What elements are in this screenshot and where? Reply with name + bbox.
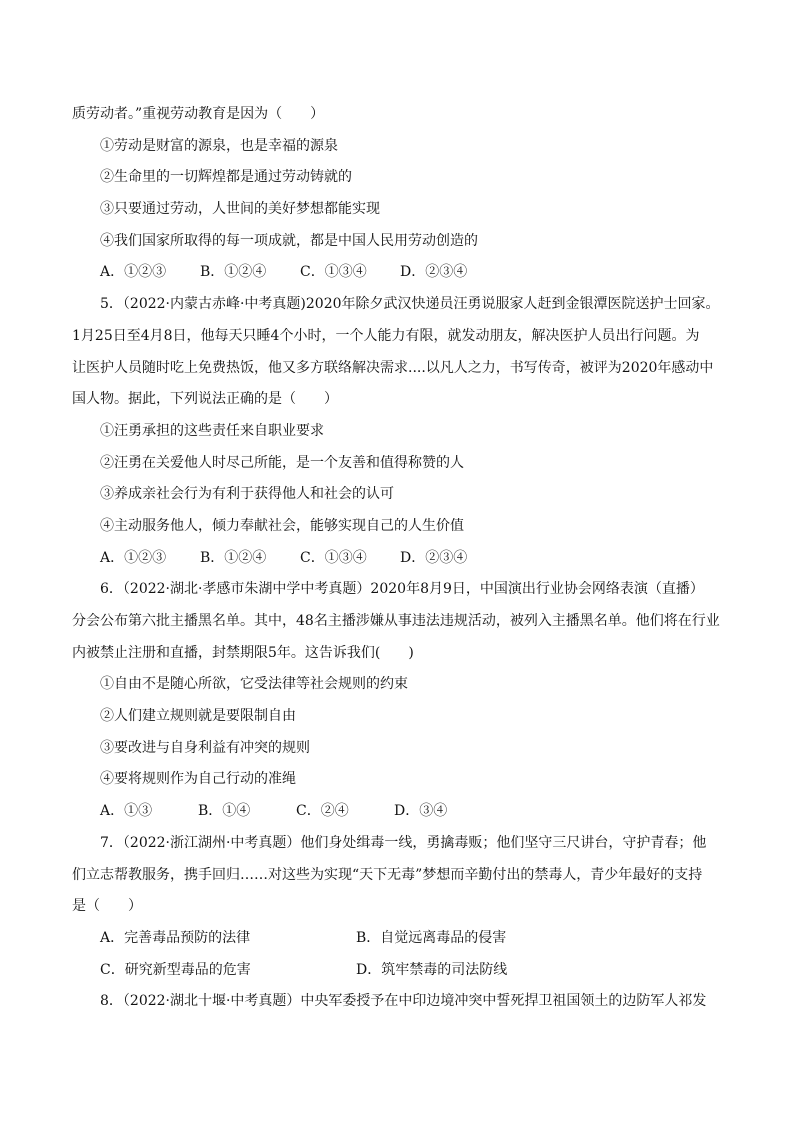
q7-option-d: D．筑牢禁毒的司法防线 <box>356 961 508 978</box>
q7-stem-line-3: 是（ ） <box>72 898 142 915</box>
q5-stem-line-1: 5．（2022·内蒙古赤峰·中考真题)2020年除夕武汉快递员汪勇说服家人赶到金银潭医院送护士回家。 <box>100 296 720 313</box>
q5-option-d: D．②③④ <box>400 549 468 566</box>
q6-item-2: ②人们建立规则就是要限制自由 <box>100 708 296 725</box>
q6-item-4: ④要将规则作为自己行动的准绳 <box>100 771 296 788</box>
q6-item-3: ③要改进与自身利益有冲突的规则 <box>100 739 310 756</box>
question-content <box>72 99 724 1018</box>
q5-item-3: ③养成亲社会行为有利于获得他人和社会的认可 <box>100 486 394 503</box>
q5-option-b: B．①②④ <box>200 549 267 566</box>
q7-option-b: B．自觉远离毒品的侵害 <box>356 929 507 946</box>
q6-option-d: D．③④ <box>394 803 448 820</box>
q5-item-4: ④主动服务他人，倾力奉献社会，能够实现自己的人生价值 <box>100 517 464 534</box>
q7-options-row-2 <box>72 955 724 987</box>
q6-options <box>72 796 724 828</box>
q8-stem-line-1: 8．（2022·湖北十堰·中考真题）中央军委授予在中印边境冲突中誓死捍卫祖国领土的边防军人祁发 <box>100 993 707 1010</box>
q7-stem-line-2: 们立志帮教服务，携手回归……对这些为实现“天下无毒”梦想而辛勤付出的禁毒人，青少年最好的支持 <box>72 866 703 883</box>
q7-options-row-1 <box>72 923 724 955</box>
q4-option-a: A．①②③ <box>100 264 167 281</box>
q4-item-3: ③只要通过劳动，人世间的美好梦想都能实现 <box>100 201 380 218</box>
q7-stem-line-1: 7．（2022·浙江湖州·中考真题）他们身处缉毒一线，勇擒毒贩；他们坚守三尺讲台，守护青春；他 <box>100 834 707 851</box>
q4-item-2: ②生命里的一切辉煌都是通过劳动铸就的 <box>100 169 352 186</box>
q5-option-c: C．①③④ <box>300 549 367 566</box>
q5-item-1: ①汪勇承担的这些责任来自职业要求 <box>100 422 324 439</box>
q4-item-4: ④我们国家所取得的每一项成就，都是中国人民用劳动创造的 <box>100 232 478 249</box>
q4-option-d: D．②③④ <box>400 264 468 281</box>
q4-options <box>72 257 724 289</box>
q4-option-b: B．①②④ <box>200 264 267 281</box>
q6-item-1: ①自由不是随心所欲，它受法律等社会规则的约束 <box>100 676 408 693</box>
q5-options <box>72 543 724 575</box>
q4-option-c: C．①③④ <box>300 264 367 281</box>
q6-stem-line-2: 分会公布第六批主播黑名单。其中，48名主播涉嫌从事违法违规活动，被列入主播黑名单。他们将在行业 <box>72 613 720 629</box>
q6-option-a: A．①③ <box>100 803 153 820</box>
q5-option-a: A．①②③ <box>100 549 167 566</box>
q6-stem-line-3: 内被禁止注册和直播，封禁期限5年。这告诉我们( ) <box>72 644 414 661</box>
q4-item-1: ①劳动是财富的源泉，也是幸福的源泉 <box>100 137 338 154</box>
q5-stem-line-3: 让医护人员随时吃上免费热饭，他又多方联络解决需求....以凡人之力，书写传奇，被评为2020年感动中 <box>72 359 714 376</box>
q7-option-c: C．研究新型毒品的危害 <box>100 961 251 978</box>
q4-stem-tail: 质劳动者。”重视劳动教育是因为（ ） <box>72 106 325 122</box>
q5-stem-line-4: 国人物。据此，下列说法正确的是（ ） <box>72 391 338 408</box>
q6-option-b: B．①④ <box>198 803 251 820</box>
q6-stem-line-1: 6．（2022·湖北·孝感市朱湖中学中考真题）2020年8月9日，中国演出行业协会网络表演（直播） <box>100 581 704 598</box>
q5-item-2: ②汪勇在关爱他人时尽己所能，是一个友善和值得称赞的人 <box>100 454 464 471</box>
q7-option-a: A．完善毒品预防的法律 <box>100 929 251 946</box>
q5-stem-line-2: 1月25日至4月8日，他每天只睡4个小时，一个人能力有限，就发动朋友，解决医护人员出行问题。为 <box>72 327 700 344</box>
q6-option-c: C．②④ <box>296 803 349 820</box>
